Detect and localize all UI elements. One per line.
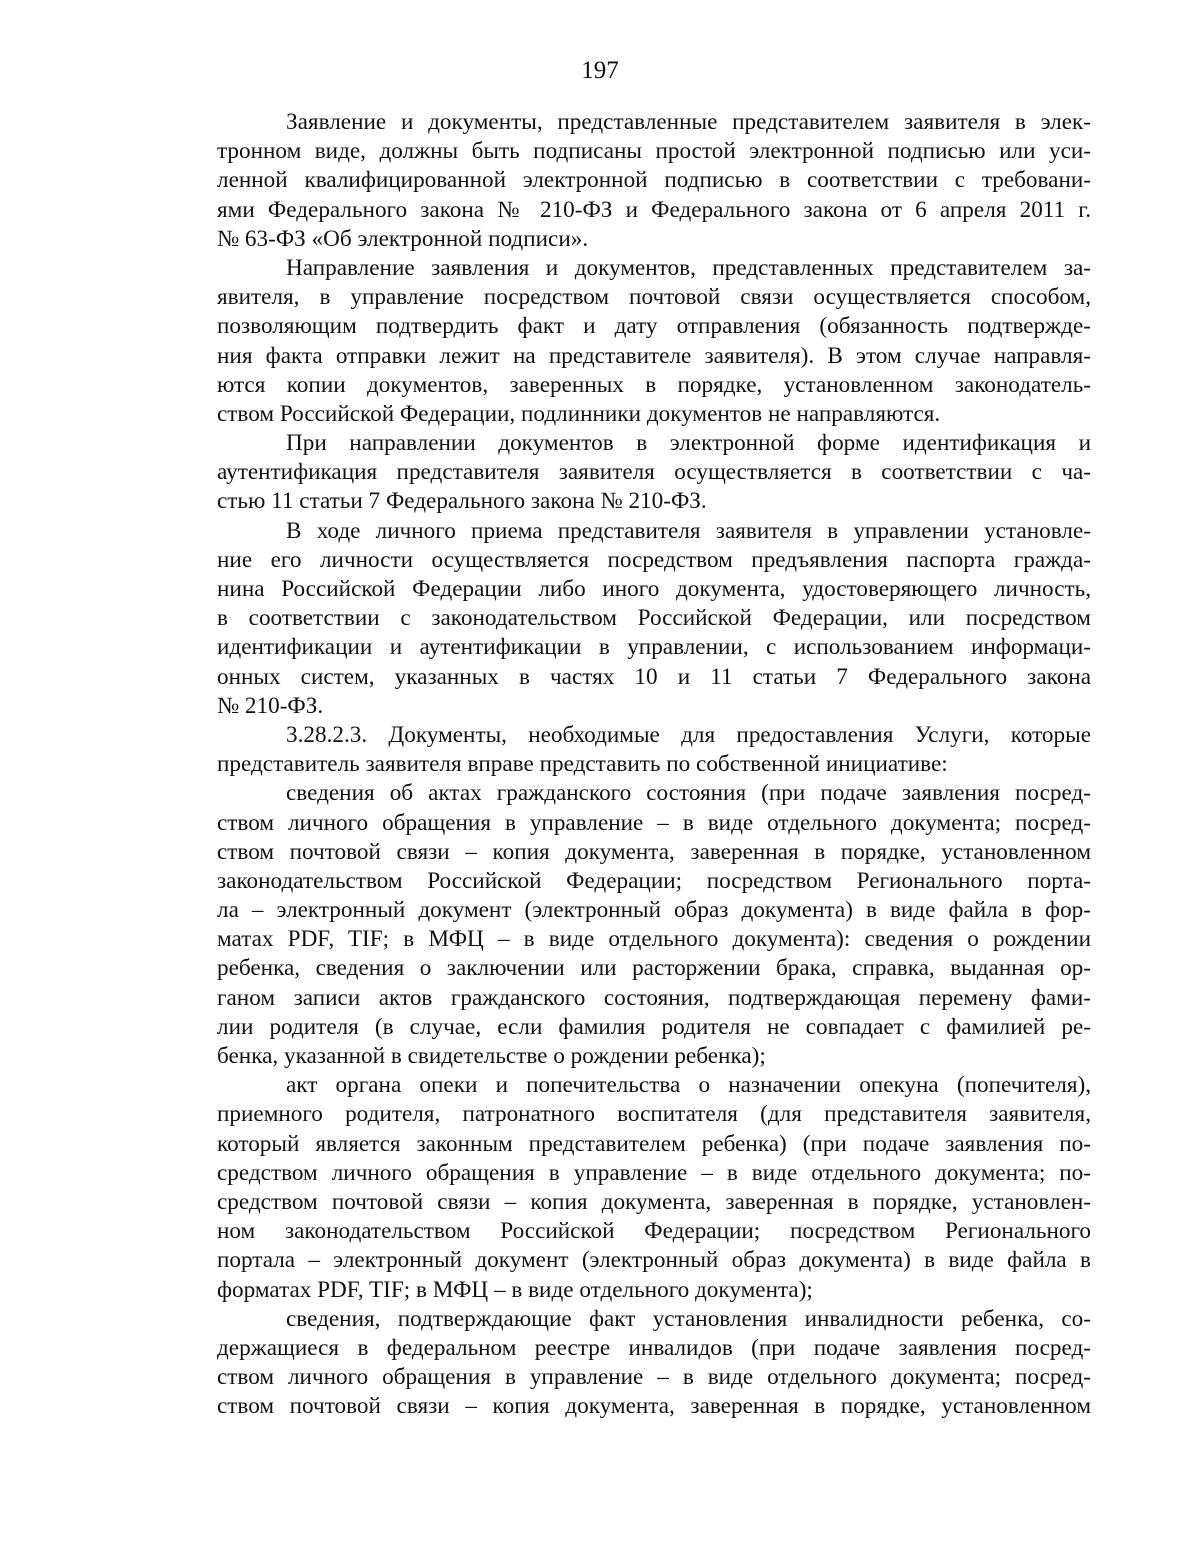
text-line: ганом записи актов гражданского состояния, подтверждающая перемену фами- <box>217 984 1091 1011</box>
text-line: который является законным представителем ребенка) (при подаче заявления по- <box>217 1130 1091 1157</box>
text-line: лии родителя (в случае, если фамилия родителя не совпадает с фамилией ре- <box>217 1013 1091 1040</box>
paragraph <box>217 1071 1091 1305</box>
text-line: Направление заявления и документов, представленных представителем за- <box>286 254 1091 281</box>
paragraph <box>217 429 1091 517</box>
text-line: ством почтовой связи – копия документа, заверенная в порядке, установленном <box>217 838 1091 865</box>
text-line: сведения об актах гражданского состояния (при подаче заявления посред- <box>286 780 1091 807</box>
text-line: ством Российской Федерации, подлинники документов не направляются. <box>217 400 941 427</box>
text-line: ребенка, сведения о заключении или расторжении брака, справка, выданная ор- <box>217 955 1091 982</box>
paragraph <box>217 779 1091 1071</box>
text-line: № 210-ФЗ. <box>217 692 324 719</box>
text-line: законодательством Российской Федерации; посредством Регионального порта- <box>217 867 1091 894</box>
text-line: явителя, в управление посредством почтовой связи осуществляется способом, <box>217 284 1091 311</box>
text-line: 3.28.2.3. Документы, необходимые для предоставления Услуги, которые <box>286 721 1091 748</box>
paragraph <box>217 108 1091 254</box>
paragraph <box>217 254 1091 429</box>
document-body <box>217 108 1091 1421</box>
text-line: ются копии документов, заверенных в порядке, установленном законодатель- <box>217 371 1091 398</box>
page-number: 197 <box>581 57 619 84</box>
text-line: сведения, подтверждающие факт установления инвалидности ребенка, со- <box>286 1305 1091 1332</box>
text-line: стью 11 статьи 7 Федерального закона № 210-ФЗ. <box>217 488 707 515</box>
text-line: В ходе личного приема представителя заявителя в управлении установле- <box>286 517 1091 544</box>
text-line: № 63-ФЗ «Об электронной подписи». <box>217 225 589 252</box>
text-line: держащиеся в федеральном реестре инвалидов (при подаче заявления посред- <box>217 1334 1091 1361</box>
paragraph <box>217 721 1091 779</box>
text-line: форматах PDF, TIF; в МФЦ – в виде отдельного документа); <box>217 1276 813 1303</box>
text-line: ством почтовой связи – копия документа, заверенная в порядке, установленном <box>217 1393 1091 1420</box>
text-line: ние его личности осуществляется посредством предъявления паспорта гражда- <box>217 546 1091 573</box>
text-line: ленной квалифицированной электронной подписью в соответствии с требовани- <box>217 167 1091 194</box>
text-line: приемного родителя, патронатного воспитателя (для представителя заявителя, <box>217 1101 1091 1128</box>
text-line: нина Российской Федерации либо иного документа, удостоверяющего личность, <box>217 576 1091 602</box>
text-line: средством почтовой связи – копия документа, заверенная в порядке, установлен- <box>217 1188 1091 1215</box>
paragraph <box>217 1305 1091 1422</box>
text-line: бенка, указанной в свидетельстве о рождении ребенка); <box>217 1043 766 1069</box>
text-line: акт органа опеки и попечительства о назначении опекуна (попечителя), <box>286 1072 1091 1099</box>
text-line: аутентификация представителя заявителя осуществляется в соответствии с ча- <box>217 459 1091 486</box>
text-line: в соответствии с законодательством Российской Федерации, или посредством <box>217 605 1091 632</box>
text-line: средством личного обращения в управление – в виде отдельного документа; по- <box>217 1159 1091 1186</box>
text-line: онных систем, указанных в частях 10 и 11 статьи 7 Федерального закона <box>217 663 1091 690</box>
paragraph <box>217 517 1091 721</box>
text-line: портала – электронный документ (электронный образ документа) в виде файла в <box>217 1247 1091 1274</box>
text-line: При направлении документов в электронной форме идентификация и <box>286 430 1091 457</box>
text-line: ния факта отправки лежит на представителе заявителя). В этом случае направля- <box>217 342 1091 369</box>
text-line: ями Федерального закона № 210-ФЗ и Федерального закона от 6 апреля 2011 г. <box>217 196 1091 223</box>
text-line: тронном виде, должны быть подписаны простой электронной подписью или уси- <box>217 138 1091 165</box>
text-line: позволяющим подтвердить факт и дату отправления (обязанность подтвержде- <box>217 313 1091 340</box>
text-line: ством личного обращения в управление – в виде отдельного документа; посред- <box>217 1364 1091 1391</box>
text-line: матах PDF, TIF; в МФЦ – в виде отдельного документа): сведения о рождении <box>217 926 1091 953</box>
text-line: ла – электронный документ (электронный образ документа) в виде файла в фор- <box>217 897 1091 924</box>
text-line: представитель заявителя вправе представить по собственной инициативе: <box>217 751 948 778</box>
text-line: ством личного обращения в управление – в виде отдельного документа; посред- <box>217 809 1091 836</box>
text-line: Заявление и документы, представленные представителем заявителя в элек- <box>286 109 1091 135</box>
text-line: идентификации и аутентификации в управлении, с использованием информаци- <box>217 634 1091 661</box>
text-line: ном законодательством Российской Федерации; посредством Регионального <box>217 1218 1091 1245</box>
